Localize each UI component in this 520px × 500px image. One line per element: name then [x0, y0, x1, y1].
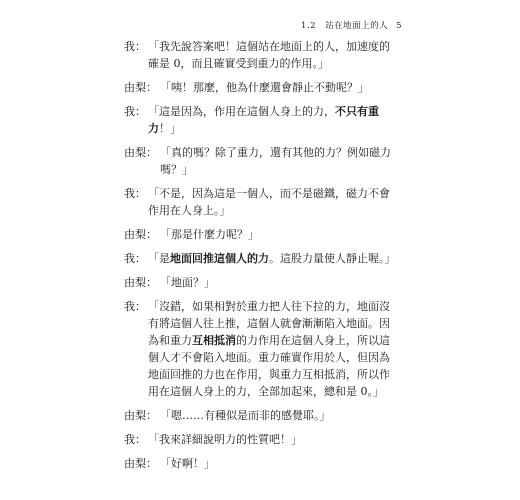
speaker-label: 由梨：: [124, 457, 157, 470]
speaker-label: 我：: [124, 187, 146, 200]
emphasized-text: 地面回推這個人的力: [170, 252, 269, 265]
text-segment: ！」: [159, 122, 181, 135]
speaker-label: 由梨：: [124, 228, 157, 241]
dialogue-line: [124, 226, 396, 243]
dialogue-line: [124, 103, 396, 137]
dialogue-text: [160, 79, 396, 96]
text-segment: 的力作用在這個人身上，所以這個人才不會陷入地面。重力確實作用於人，但因為地面回推的力也在作用，與重力互相抵消，所以作用在這個人身上的力，全部加起來，總和是 0。」: [148, 334, 390, 398]
dialogue-line: [124, 274, 396, 291]
dialogue-line: [124, 144, 396, 178]
dialogue-line: [124, 79, 396, 96]
dialogue-text: [160, 274, 396, 291]
running-header: [301, 19, 402, 31]
emphasized-text: 互相抵消: [192, 334, 236, 347]
text-segment: 「沒錯，如果相對於重力把人往下拉的力，地面沒有將這個人往上推，這個人就會漸漸陷入地面。因為和重力: [148, 300, 390, 347]
emphasized-text: 不只有重力: [148, 105, 379, 135]
text-segment: 「真的嗎？除了重力，還有其他的力？例如磁力嗎？」: [160, 146, 391, 176]
speaker-label: 由梨：: [124, 276, 157, 289]
text-segment: 「那是什麼力呢？」: [160, 228, 259, 241]
speaker-label: 由梨：: [124, 409, 157, 422]
dialogue-line: [124, 38, 396, 72]
text-segment: 「嗯……有種似是而非的感覺耶。」: [160, 409, 331, 422]
speaker-label: 我：: [124, 105, 146, 118]
dialogue-text: [160, 455, 396, 472]
text-segment: 「不是，因為這是一個人，而不是磁鐵，磁力不會作用在人身上。」: [148, 187, 390, 217]
dialogue-line: [124, 250, 396, 267]
speaker-label: 我：: [124, 433, 146, 446]
page-number: 5: [396, 21, 402, 31]
dialogue-line: [124, 185, 396, 219]
dialogue-text: [148, 431, 396, 448]
dialogue-text: [160, 144, 396, 178]
speaker-label: 我：: [124, 252, 146, 265]
speaker-label: 我：: [124, 300, 146, 313]
speaker-label: 我：: [124, 40, 146, 53]
dialogue-body: [124, 38, 396, 479]
chapter-title: 1.2 站在地面上的人: [301, 21, 389, 31]
text-segment: 「咦！那麼，他為什麼還會靜止不動呢？」: [160, 81, 369, 94]
text-segment: 「我來詳細說明力的性質吧！」: [148, 433, 302, 446]
dialogue-text: [148, 38, 396, 72]
dialogue-line: [124, 407, 396, 424]
dialogue-text: [160, 407, 396, 424]
text-segment: 「好啊！」: [160, 457, 215, 470]
dialogue-text: [148, 298, 396, 400]
dialogue-line: [124, 298, 396, 400]
dialogue-line: [124, 455, 396, 472]
dialogue-text: [148, 185, 396, 219]
text-segment: 「這是因為，作用在這個人身上的力，: [148, 105, 335, 118]
dialogue-text: [160, 226, 396, 243]
text-segment: 「我先說答案吧！這個站在地面上的人，加速度的確是 0，而且確實受到重力的作用。」: [148, 40, 390, 70]
dialogue-line: [124, 431, 396, 448]
text-segment: 。這股力量使人靜止喔。」: [269, 252, 396, 265]
dialogue-text: [148, 103, 396, 137]
speaker-label: 由梨：: [124, 146, 157, 159]
text-segment: 「地面？」: [160, 276, 215, 289]
dialogue-text: [148, 250, 396, 267]
text-segment: 「是: [148, 252, 170, 265]
speaker-label: 由梨：: [124, 81, 157, 94]
